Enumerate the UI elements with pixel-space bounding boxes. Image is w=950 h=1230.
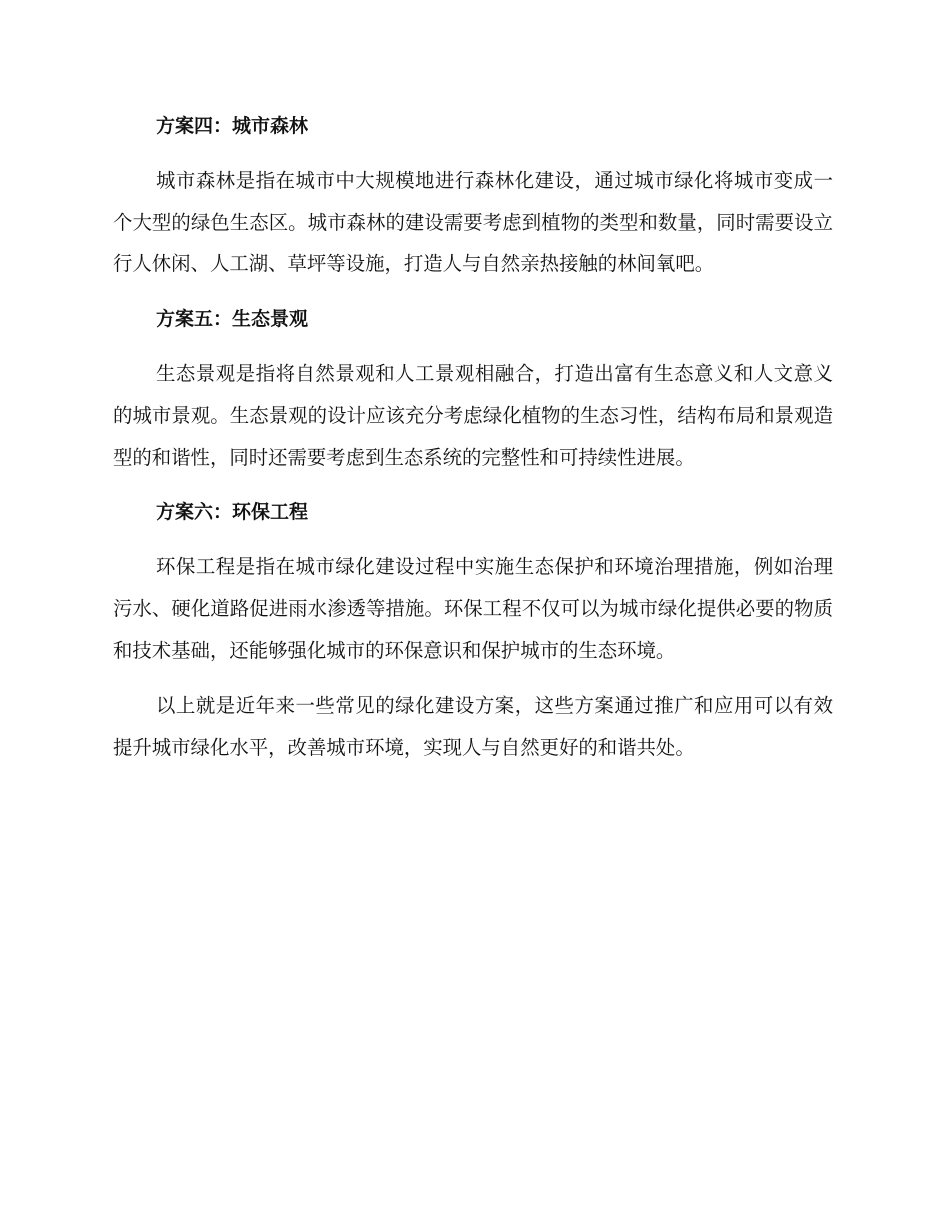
conclusion-paragraph: 以上就是近年来一些常见的绿化建设方案，这些方案通过推广和应用可以有效提升城市绿化水平，改善城市环境，实现人与自然更好的和谐共处。 — [113, 694, 833, 760]
section-heading-environment: 方案六：环保工程 — [156, 501, 309, 524]
section-body-landscape: 生态景观是指将自然景观和人工景观相融合，打造出富有生态意义和人文意义的城市景观。生态景观的设计应该充分考虑绿化植物的生态习性，结构布局和景观造型的和谐性，同时还需要考虑到生态系统的完整性和可持续性进展。 — [113, 362, 833, 469]
section-heading-landscape: 方案五：生态景观 — [156, 308, 309, 331]
document-body — [113, 106, 833, 783]
section-body-environment: 环保工程是指在城市绿化建设过程中实施生态保护和环境治理措施，例如治理污水、硬化道路促进雨水渗透等措施。环保工程不仅可以为城市绿化提供必要的物质和技术基础，还能够强化城市的环保意识和保护城市的生态环境。 — [113, 555, 833, 662]
section-body-forest: 城市森林是指在城市中大规模地进行森林化建设，通过城市绿化将城市变成一个大型的绿色生态区。城市森林的建设需要考虑到植物的类型和数量，同时需要设立行人休闲、人工湖、草坪等设施，打造人与自然亲热接触的林间氧吧。 — [113, 169, 833, 276]
section-heading-forest: 方案四：城市森林 — [156, 115, 309, 137]
